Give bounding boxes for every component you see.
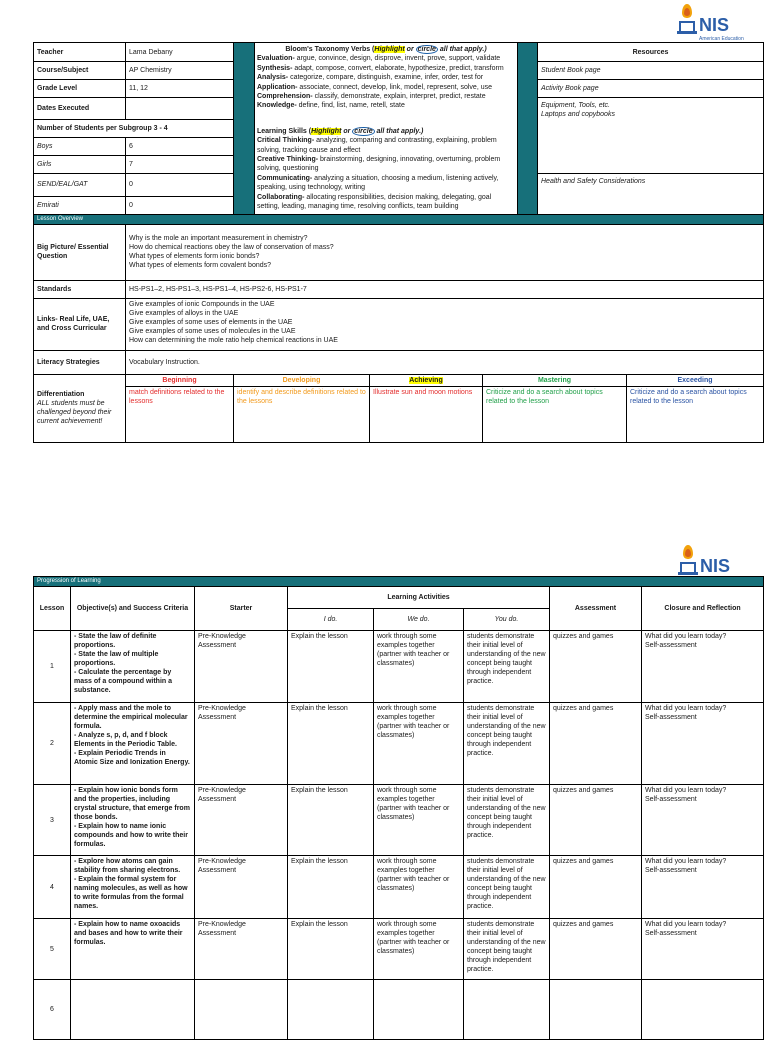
you-do-cell[interactable]: students demonstrate their initial level of understanding of the new concept being taught through independent practice.	[464, 785, 550, 856]
literacy-label: Literacy Strategies	[34, 350, 126, 374]
assessment-cell[interactable]: quizzes and games	[550, 919, 642, 980]
bloom-line-application[interactable]: Application- associate, connect, develop, link, model, represent, solve, use	[257, 83, 493, 91]
col-assessment: Assessment	[550, 587, 642, 631]
big-picture-label: Big Picture/ Essential Question	[34, 224, 126, 280]
you-do-cell[interactable]: students demonstrate their initial level of understanding of the new concept being taught through independent practice.	[464, 703, 550, 785]
starter-cell[interactable]: Pre-Knowledge Assessment	[195, 856, 288, 919]
resources-header: Resources	[538, 43, 764, 62]
logo-subtitle: American Education	[699, 36, 744, 42]
grade-label: Grade Level	[34, 80, 126, 98]
we-do-cell[interactable]: work through some examples together (partner with teacher or classmates)	[374, 785, 464, 856]
level-developing-header: Developing	[234, 374, 370, 386]
col-closure: Closure and Reflection	[642, 587, 764, 631]
lesson-number: 2	[34, 703, 71, 785]
starter-cell[interactable]: Pre-Knowledge Assessment	[195, 631, 288, 703]
col-objectives: Objective(s) and Success Criteria	[71, 587, 195, 631]
emirati-value[interactable]: 0	[126, 196, 234, 214]
links-label: Links- Real Life, UAE, and Cross Curricular	[34, 298, 126, 350]
assessment-cell[interactable]: quizzes and games	[550, 631, 642, 703]
teacher-value[interactable]: Lama Debany	[126, 43, 234, 62]
progression-table	[33, 576, 764, 1040]
starter-cell[interactable]	[195, 980, 288, 1040]
bloom-line-analysis[interactable]: Analysis- categorize, compare, distinguish, examine, infer, order, test for	[257, 74, 484, 82]
bloom-line-synthesis[interactable]: Synthesis- adapt, compose, convert, elaborate, hypothesize, predict, transform	[257, 64, 504, 72]
dates-label: Dates Executed	[34, 98, 126, 120]
i-do-cell[interactable]: Explain the lesson	[288, 631, 374, 703]
differentiation-label: Differentiation	[37, 391, 85, 398]
col-you-do: You do.	[464, 609, 550, 631]
activity-book-page[interactable]: Activity Book page	[538, 80, 764, 98]
we-do-cell[interactable]: work through some examples together (partner with teacher or classmates)	[374, 703, 464, 785]
logo-word: NIS	[700, 556, 731, 576]
health-safety-cell[interactable]: Health and Safety Considerations	[538, 174, 764, 214]
course-label: Course/Subject	[34, 62, 126, 80]
objectives-cell[interactable]	[71, 980, 195, 1040]
nis-logo	[677, 4, 744, 42]
level-achieving-text[interactable]: Illustrate sun and moon motions	[370, 386, 483, 442]
starter-cell[interactable]: Pre-Knowledge Assessment	[195, 703, 288, 785]
we-do-cell[interactable]: work through some examples together (partner with teacher or classmates)	[374, 631, 464, 703]
level-developing-text[interactable]: identify and describe definitions related to the lessons	[234, 386, 370, 442]
equipment-cell[interactable]	[538, 98, 764, 174]
boys-value[interactable]: 6	[126, 138, 234, 156]
skills-title: Learning Skills (Highlight or circle all that apply.)	[257, 127, 424, 135]
teacher-label: Teacher	[34, 43, 126, 62]
equipment-label: Equipment, Tools, etc.	[541, 102, 611, 109]
level-exceeding-header: Exceeding	[627, 374, 764, 386]
standards-text[interactable]: HS-PS1–2, HS-PS1–3, HS-PS1–4, HS-PS2-6, HS-PS1-7	[126, 280, 764, 298]
girls-value[interactable]: 7	[126, 156, 234, 174]
table-row	[34, 631, 764, 703]
skill-critical-thinking[interactable]: Critical Thinking- analyzing, comparing and contrasting, explaining, problem solving, tracking cause and effect	[257, 137, 497, 154]
lesson-number: 5	[34, 919, 71, 980]
assessment-cell[interactable]: quizzes and games	[550, 785, 642, 856]
literacy-text[interactable]: Vocabulary Instruction.	[126, 350, 764, 374]
level-beginning-header: Beginning	[126, 374, 234, 386]
skill-creative-thinking[interactable]: Creative Thinking- brainstorming, designing, innovating, overturning, problem solving, questioning	[257, 156, 501, 173]
student-book-page[interactable]: Student Book page	[538, 62, 764, 80]
lesson-number: 1	[34, 631, 71, 703]
assessment-cell[interactable]: quizzes and games	[550, 703, 642, 785]
laptops-note: Laptops and copybooks	[541, 111, 615, 118]
you-do-cell[interactable]	[464, 980, 550, 1040]
objectives-cell[interactable]: - State the law of definite proportions. - State the law of multiple proportions. - Calculate the percentage by mass of a compound within a substance.	[71, 631, 195, 703]
closure-cell[interactable]: What did you learn today? Self-assessment	[642, 919, 764, 980]
objectives-cell[interactable]: - Explore how atoms can gain stability from sharing electrons. - Explain the formal system for naming molecules, as well as how to write formulas from the formal names.	[71, 856, 195, 919]
closure-cell[interactable]: What did you learn today? Self-assessment	[642, 703, 764, 785]
lesson-number: 3	[34, 785, 71, 856]
col-we-do: We do.	[374, 609, 464, 631]
skill-communicating[interactable]: Communicating- analyzing a situation, choosing a medium, listening actively, speaking, using technology, writing	[257, 174, 499, 192]
i-do-cell[interactable]: Explain the lesson	[288, 703, 374, 785]
logo-word: NIS	[699, 15, 730, 35]
col-i-do: I do.	[288, 609, 374, 631]
objectives-cell[interactable]: - Explain how ionic bonds form and the properties, including crystal structure, that emerge from those bonds. - Explain how to name ionic compounds and how to write their formulas.	[71, 785, 195, 856]
table-row	[34, 856, 764, 919]
table-row	[34, 980, 764, 1040]
i-do-cell[interactable]	[288, 980, 374, 1040]
lesson-overview-bar: Lesson Overview	[34, 214, 764, 224]
send-eal-gat-value[interactable]: 0	[126, 174, 234, 196]
col-starter: Starter	[195, 587, 288, 631]
level-exceeding-text[interactable]: Criticize and do a search about topics related to the lesson	[627, 386, 764, 442]
girls-label: Girls	[34, 156, 126, 174]
lesson-plan-table	[33, 42, 764, 443]
table-row	[34, 703, 764, 785]
lesson-number: 6	[34, 980, 71, 1040]
level-achieving-header: Achieving	[370, 374, 483, 386]
objectives-cell[interactable]: - Explain how to name oxoacids and bases and how to write their formulas.	[71, 919, 195, 980]
send-eal-gat-label: SEND/EAL/GAT	[34, 174, 126, 196]
links-text[interactable]: Give examples of ionic Compounds in the UAE Give examples of alloys in the UAE Give examples of some uses of elements in the UAE Give examples of some uses of molecules in the UAE How can determining the mole ratio help chemical reactions in UAE	[126, 298, 764, 350]
table-row	[34, 919, 764, 980]
skill-collaborating[interactable]: Collaborating- allocating responsibilities, decision making, delegating, goal setting, leading, managing time, resolving conflicts, team building	[257, 193, 492, 211]
torch-book-icon	[677, 4, 697, 34]
boys-label: Boys	[34, 138, 126, 156]
progression-title-bar: Progression of Learning	[34, 577, 764, 587]
we-do-cell[interactable]: work through some examples together (partner with teacher or classmates)	[374, 856, 464, 919]
assessment-cell[interactable]	[550, 980, 642, 1040]
i-do-cell[interactable]: Explain the lesson	[288, 919, 374, 980]
i-do-cell[interactable]: Explain the lesson	[288, 856, 374, 919]
objectives-cell[interactable]: - Apply mass and the mole to determine the empirical molecular formula. - Analyze s, p, d, and f block Elements in the Periodic Table. - Explain Periodic Trends in Atomic Size and Ionization Energy.	[71, 703, 195, 785]
bloom-title: Bloom's Taxonomy Verbs (Highlight or circle all that apply.)	[285, 46, 487, 53]
you-do-cell[interactable]: students demonstrate their initial level of understanding of the new concept being taught through independent practice.	[464, 631, 550, 703]
differentiation-note: ALL students must be challenged beyond their current achievement!	[37, 400, 112, 425]
we-do-cell[interactable]: work through some examples together (partner with teacher or classmates)	[374, 919, 464, 980]
starter-cell[interactable]: Pre-Knowledge Assessment	[195, 785, 288, 856]
standards-label: Standards	[34, 280, 126, 298]
torch-book-icon	[678, 545, 698, 575]
big-picture-text[interactable]: Why is the mole an important measurement in chemistry? How do chemical reactions obey the law of conservation of mass? What types of elements form ionic bonds? What types of elements form covalent bonds?	[126, 224, 764, 280]
we-do-cell[interactable]	[374, 980, 464, 1040]
level-beginning-text[interactable]: match definitions related to the lessons	[126, 386, 234, 442]
level-mastering-header: Mastering	[483, 374, 627, 386]
col-learning-activities: Learning Activities	[288, 587, 550, 609]
closure-cell[interactable]: What did you learn today? Self-assessment	[642, 856, 764, 919]
assessment-cell[interactable]: quizzes and games	[550, 856, 642, 919]
closure-cell[interactable]: What did you learn today? Self-assessment	[642, 631, 764, 703]
bloom-line-evaluation[interactable]: Evaluation- argue, convince, design, disprove, invent, prove, support, validate	[257, 55, 501, 63]
course-value[interactable]: AP Chemistry	[126, 62, 234, 80]
i-do-cell[interactable]: Explain the lesson	[288, 785, 374, 856]
col-lesson: Lesson	[34, 587, 71, 631]
emirati-label: Emirati	[34, 196, 126, 214]
table-row	[34, 785, 764, 856]
bloom-skills-cell	[255, 43, 518, 215]
nis-logo-page-2	[678, 545, 730, 575]
bloom-line-knowledge[interactable]: Knowledge- define, find, list, name, retell, state	[257, 102, 405, 110]
closure-cell[interactable]	[642, 980, 764, 1040]
starter-cell[interactable]: Pre-Knowledge Assessment	[195, 919, 288, 980]
grade-value[interactable]: 11, 12	[126, 80, 234, 98]
you-do-cell[interactable]: students demonstrate their initial level of understanding of the new concept being taught through independent practice.	[464, 919, 550, 980]
bloom-line-comprehension[interactable]: Comprehension- classify, demonstrate, explain, interpret, predict, restate	[257, 93, 486, 101]
you-do-cell[interactable]: students demonstrate their initial level of understanding of the new concept being taught through independent practice.	[464, 856, 550, 919]
students-per-subgroup-label: Number of Students per Subgroup 3 - 4	[34, 120, 234, 138]
lesson-number: 4	[34, 856, 71, 919]
level-mastering-text[interactable]: Criticize and do a search about topics related to the lesson	[483, 386, 627, 442]
dates-value[interactable]	[126, 98, 234, 120]
differentiation-label-cell	[34, 374, 126, 442]
closure-cell[interactable]: What did you learn today? Self-assessment	[642, 785, 764, 856]
